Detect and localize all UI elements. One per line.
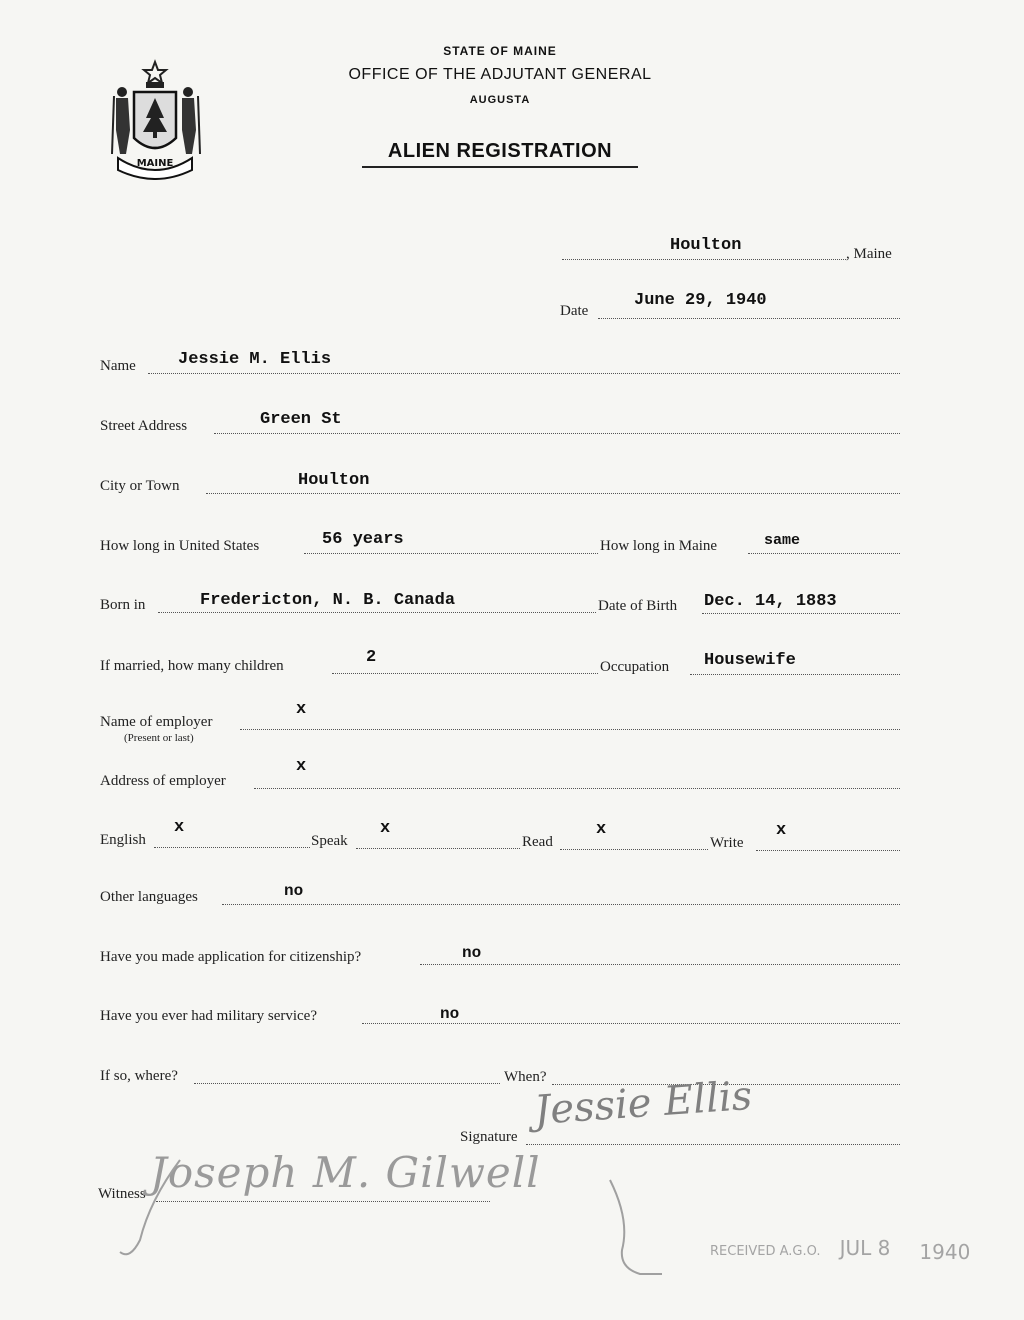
write-value: x bbox=[776, 821, 787, 840]
children-label: If married, how many children bbox=[100, 658, 284, 674]
header-state: STATE OF MAINE bbox=[443, 44, 557, 58]
street-line bbox=[214, 433, 900, 434]
us-duration-line bbox=[304, 553, 598, 554]
english-label: English bbox=[100, 832, 146, 848]
speak-value: x bbox=[380, 819, 391, 838]
employer-address-label: Address of employer bbox=[100, 773, 226, 789]
when-label: When? bbox=[504, 1069, 547, 1085]
received-stamp bbox=[710, 1236, 971, 1264]
name-value: Jessie M. Ellis bbox=[178, 350, 332, 369]
where-label: If so, where? bbox=[100, 1068, 178, 1084]
speak-line bbox=[356, 848, 520, 849]
military-value: no bbox=[440, 1005, 460, 1023]
citizenship-label: Have you made application for citizenship? bbox=[100, 949, 362, 965]
dob-line bbox=[702, 613, 900, 614]
city-label: City or Town bbox=[100, 478, 180, 494]
witness-label: Witness bbox=[98, 1186, 146, 1202]
date-label: Date bbox=[560, 303, 589, 319]
maine-duration-line bbox=[748, 553, 900, 554]
read-line bbox=[560, 849, 708, 850]
employer-line bbox=[240, 729, 900, 730]
military-label: Have you ever had military service? bbox=[100, 1008, 317, 1024]
witness-value: Joseph M. Gilwell bbox=[150, 1148, 541, 1197]
city-value: Houlton bbox=[298, 471, 370, 490]
other-languages-line bbox=[222, 904, 900, 905]
name-line bbox=[148, 373, 900, 374]
write-label: Write bbox=[710, 835, 744, 851]
children-line bbox=[332, 673, 598, 674]
page-title: ALIEN REGISTRATION bbox=[387, 140, 613, 162]
date-line bbox=[598, 318, 900, 319]
other-languages-value: no bbox=[284, 882, 304, 900]
dob-value: Dec. 14, 1883 bbox=[704, 592, 837, 611]
title-underline bbox=[362, 166, 638, 168]
english-line bbox=[154, 847, 310, 848]
street-value: Green St bbox=[260, 410, 342, 429]
employer-address-value: x bbox=[296, 757, 307, 776]
seal-banner-text: MAINE bbox=[136, 158, 174, 169]
dob-label: Date of Birth bbox=[598, 598, 678, 614]
maine-duration-value: same bbox=[764, 532, 801, 549]
citizenship-value: no bbox=[462, 944, 482, 962]
maine-duration-label: How long in Maine bbox=[600, 538, 718, 554]
street-label: Street Address bbox=[100, 418, 188, 434]
write-line bbox=[756, 850, 900, 851]
read-label: Read bbox=[522, 834, 553, 850]
occupation-value: Housewife bbox=[704, 651, 796, 670]
stamp-year: 1940 bbox=[919, 1240, 971, 1264]
employer-value: x bbox=[296, 700, 307, 719]
read-value: x bbox=[596, 820, 607, 839]
military-line bbox=[362, 1023, 900, 1024]
born-in-value: Fredericton, N. B. Canada bbox=[200, 591, 456, 610]
children-value: 2 bbox=[366, 648, 377, 667]
stamp-text: RECEIVED A.G.O. bbox=[710, 1244, 821, 1259]
speak-label: Speak bbox=[311, 833, 348, 849]
state-seal bbox=[104, 58, 206, 180]
where-line bbox=[194, 1083, 500, 1084]
location-line bbox=[562, 259, 846, 260]
signature-label: Signature bbox=[460, 1129, 518, 1145]
occupation-label: Occupation bbox=[600, 659, 670, 675]
born-in-label: Born in bbox=[100, 597, 146, 613]
english-value: x bbox=[174, 818, 185, 837]
employer-address-line bbox=[254, 788, 900, 789]
born-in-line bbox=[158, 612, 596, 613]
other-languages-label: Other languages bbox=[100, 889, 198, 905]
us-duration-value: 56 years bbox=[322, 530, 404, 549]
name-label: Name bbox=[100, 358, 136, 374]
date-value: June 29, 1940 bbox=[634, 291, 767, 310]
stamp-date: JUL 8 bbox=[839, 1236, 891, 1260]
city-line bbox=[206, 493, 900, 494]
occupation-line bbox=[690, 674, 900, 675]
citizenship-line bbox=[420, 964, 900, 965]
employer-label: Name of employer bbox=[100, 714, 213, 730]
signature-value: Jessie Ellis bbox=[532, 1072, 754, 1134]
employer-sublabel: (Present or last) bbox=[124, 732, 194, 744]
us-duration-label: How long in United States bbox=[100, 538, 260, 554]
location-suffix: , Maine bbox=[846, 246, 892, 262]
header-city: AUGUSTA bbox=[469, 94, 531, 106]
location-value: Houlton bbox=[670, 236, 742, 255]
witness-flourish-icon bbox=[110, 1140, 670, 1280]
header-office: OFFICE OF THE ADJUTANT GENERAL bbox=[348, 66, 652, 83]
